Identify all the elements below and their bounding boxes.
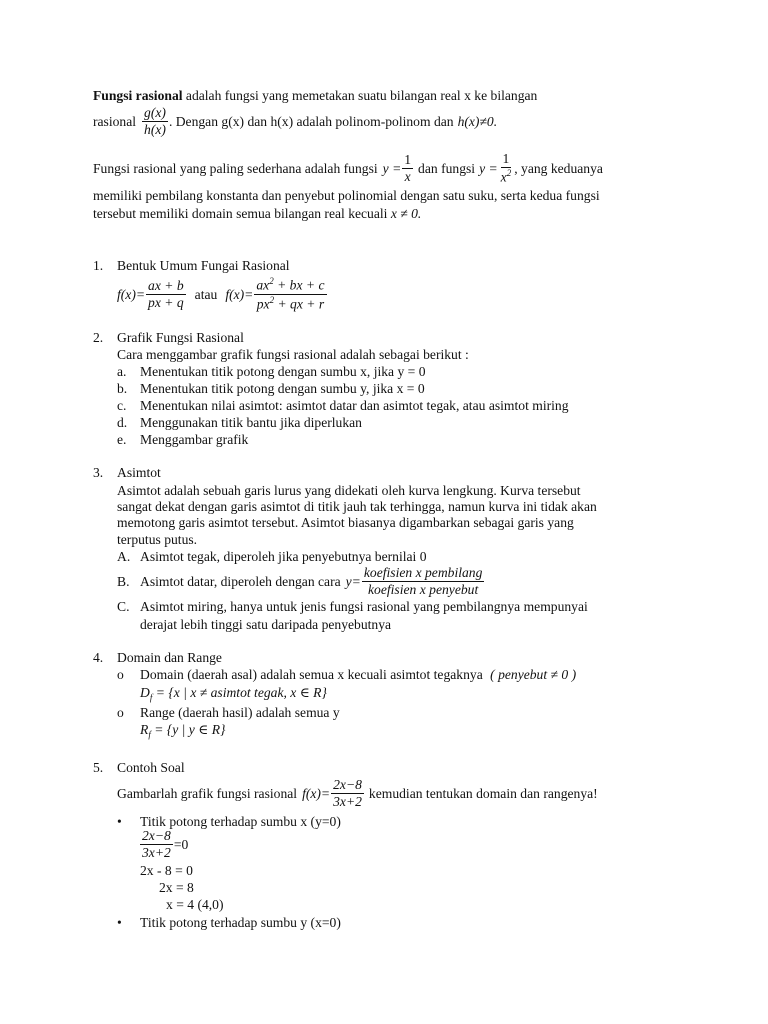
s4-bullet-domain: o: [117, 667, 124, 682]
s3-marker-b: B.: [117, 573, 130, 589]
simple-frac-2: [499, 152, 514, 185]
s5-frac: [331, 778, 364, 810]
s4-number: 4.: [93, 650, 104, 665]
intro-fraction-num: g(x): [142, 106, 168, 122]
s3-item-a-text: Asimtot tegak, diperoleh jika penyebutnya bernilai 0: [140, 549, 427, 564]
s3-title: Asimtot: [117, 465, 161, 480]
s5-eq-den: 3x+2: [142, 845, 171, 861]
simple-frac-1-den: x: [404, 169, 411, 185]
s5-step-1: 2x - 8 = 0: [140, 863, 193, 878]
s3-item-b-num: koefisien x pembilang: [362, 566, 485, 582]
s2-item-text: Menentukan nilai asimtot: asimtot datar dan asimtot tegak, atau asimtot miring: [140, 398, 569, 413]
s2-list-item: [117, 365, 426, 379]
s1-frac-2-num-a: ax: [256, 277, 270, 293]
s1-atau: atau: [194, 286, 218, 302]
s2-list-item: [117, 416, 362, 430]
intro-bold-term: Fungsi rasional: [93, 88, 183, 103]
s1-frac-2: [254, 277, 326, 312]
simple-line-2: memiliki pembilang konstanta dan penyebut polinomial dengan satu suku, serta kedua fungsi: [93, 188, 600, 203]
simple-text-a: Fungsi rasional yang paling sederhana adalah fungsi: [93, 160, 378, 176]
s1-number: 1.: [93, 258, 104, 273]
s5-frac-num: 2x−8: [331, 778, 364, 794]
s5-step-3: x = 4 (4,0): [166, 897, 224, 912]
s1-frac-2-num: [254, 277, 326, 295]
s3-item-c-text: Asimtot miring, hanya untuk jenis fungsi rasional yang pembilangnya mempunyai: [140, 599, 588, 614]
s4-domain-paren: ( penyebut ≠ 0 ): [490, 667, 577, 682]
s5-bullet-2-text: Titik potong terhadap sumbu y (x=0): [140, 915, 341, 930]
simple-frac-2-num: 1: [501, 152, 512, 168]
s5-eq-num: 2x−8: [140, 829, 173, 845]
s1-frac-2-den: [255, 295, 326, 312]
s1-frac-1-num: ax + b: [146, 279, 186, 295]
s5-intro: [117, 778, 598, 810]
s4-range-item: [117, 706, 340, 720]
intro-rasional: rasional: [93, 113, 137, 129]
simple-frac-2-exp: 2: [506, 168, 512, 179]
s2-marker: a.: [117, 364, 127, 379]
s2-marker: c.: [117, 398, 127, 413]
s3-item-b-den: koefisien x penyebut: [368, 582, 479, 598]
s1-frac-2-den-exp: 2: [269, 294, 275, 305]
simple-frac-2-x: x: [500, 169, 507, 185]
s4-domain-d: D: [140, 685, 150, 700]
s2-item-text: Menggunakan titik bantu jika diperlukan: [140, 415, 362, 430]
s3-para-line: terputus putus.: [117, 532, 198, 547]
s3-number: 3.: [93, 465, 104, 480]
intro-line2-text: . Dengan g(x) dan h(x) adalah polinom-polinom dan: [168, 113, 454, 129]
s3-item-b-y: y=: [345, 573, 361, 589]
s2-item-text: Menggambar grafik: [140, 432, 249, 447]
s1-frac-2-den-a: px: [256, 296, 270, 312]
s4-range-sub: f: [148, 729, 151, 740]
simple-text-b: , yang keduanya: [514, 160, 603, 176]
s5-title: Contoh Soal: [117, 760, 185, 775]
s1-title: Bentuk Umum Fungai Rasional: [117, 258, 290, 273]
simple-y-eq-2: y =: [479, 160, 498, 176]
s2-marker: b.: [117, 381, 128, 396]
s5-bullet-dot-2: •: [117, 915, 122, 930]
simple-frac-1: [402, 153, 413, 185]
simple-line-1: [93, 152, 603, 185]
s4-range-text: Range (daerah hasil) adalah semua y: [140, 705, 340, 720]
s5-fx: f(x)=: [302, 785, 331, 801]
s3-para-line: memotong garis asimtot tersebut. Asimtot biasanya digambarkan sebagai garis yang: [117, 515, 574, 530]
s3-item-b: [117, 566, 485, 598]
s2-number: 2.: [93, 330, 104, 345]
simple-line-3-math: x ≠ 0.: [390, 206, 422, 221]
s5-bullet-dot: •: [117, 814, 122, 829]
s5-step-2: 2x = 8: [159, 880, 194, 895]
s4-domain-math: [140, 686, 327, 703]
s5-bullet-1: [117, 815, 341, 829]
s5-bullet-1-text: Titik potong terhadap sumbu x (y=0): [140, 814, 341, 829]
s1-formula: [117, 277, 328, 312]
intro-line-2: [93, 106, 497, 138]
intro-hx-neq: h(x)≠0.: [457, 113, 498, 129]
s2-list-item: [117, 433, 248, 447]
s2-item-text: Menentukan titik potong dengan sumbu y, jika x = 0: [140, 381, 425, 396]
s1-frac-2-num-b: + bx + c: [273, 277, 325, 293]
s2-item-text: Menentukan titik potong dengan sumbu x, jika y = 0: [140, 364, 426, 379]
s3-item-b-frac: [362, 566, 485, 598]
s5-number: 5.: [93, 760, 104, 775]
simple-frac-2-den: [499, 168, 514, 185]
s4-range-r: R: [140, 722, 149, 737]
s1-frac-1: [146, 279, 186, 311]
s3-item-a: [117, 550, 427, 564]
intro-line-1: [93, 89, 537, 103]
s3-item-b-text: Asimtot datar, diperoleh dengan cara: [140, 573, 341, 589]
s1-fx-2: f(x)=: [225, 286, 254, 302]
s4-bullet-range: o: [117, 705, 124, 720]
s5-intro-a: Gambarlah grafik fungsi rasional: [117, 785, 298, 801]
intro-fraction: [142, 106, 168, 138]
s5-frac-den: 3x+2: [333, 794, 362, 810]
s4-domain-sub: f: [149, 692, 153, 703]
s4-range-math: [140, 723, 225, 740]
intro-line1-text: adalah fungsi yang memetakan suatu bilangan real x ke bilangan: [182, 88, 538, 103]
intro-fraction-den: h(x): [144, 122, 166, 138]
s5-eq-rhs: =0: [173, 836, 189, 852]
s3-item-c-line-2: derajat lebih tinggi satu daripada penyebutnya: [140, 617, 392, 632]
s5-equation: [140, 829, 188, 861]
s2-intro: Cara menggambar grafik fungsi rasional adalah sebagai berikut :: [117, 347, 469, 362]
s2-list-item: [117, 399, 569, 413]
simple-line-3: [93, 207, 421, 221]
s3-para-line: sangat dekat dengan garis asimtot di titik jauh tak terhingga, namun kurva ini tidak akan: [117, 499, 597, 514]
s4-domain-text: Domain (daerah asal) adalah semua x kecuali asimtot tegaknya: [140, 667, 483, 682]
simple-y-eq: y =: [382, 160, 402, 176]
simple-dan-fungsi: dan fungsi: [418, 160, 476, 176]
s4-title: Domain dan Range: [117, 650, 222, 665]
simple-line-3-text: tersebut memiliki domain semua bilangan real kecuali: [93, 206, 388, 221]
s5-intro-b: kemudian tentukan domain dan rangenya!: [368, 785, 598, 801]
s1-frac-2-den-b: + qx + r: [274, 296, 325, 312]
s3-marker-c: C.: [117, 599, 130, 614]
s5-eq-frac: [140, 829, 173, 861]
simple-frac-1-num: 1: [402, 153, 413, 169]
s2-marker: e.: [117, 432, 127, 447]
s4-domain-set: = {x | x ≠ asimtot tegak, x ∈ R}: [152, 685, 327, 700]
s2-title: Grafik Fungsi Rasional: [117, 330, 244, 345]
s4-domain-item: [117, 668, 576, 682]
s3-para-line: Asimtot adalah sebuah garis lurus yang didekati oleh kurva lengkung. Kurva tersebut: [117, 483, 581, 498]
s2-marker: d.: [117, 415, 128, 430]
s1-fx: f(x)=: [117, 286, 146, 302]
s4-range-set: = {y | y ∈ R}: [150, 722, 226, 737]
s3-marker-a: A.: [117, 549, 131, 564]
s5-bullet-2: [117, 916, 341, 930]
s3-item-c: [117, 600, 588, 614]
s1-frac-1-den: px + q: [148, 294, 184, 310]
s2-list-item: [117, 382, 425, 396]
s1-frac-2-num-exp: 2: [269, 276, 274, 286]
